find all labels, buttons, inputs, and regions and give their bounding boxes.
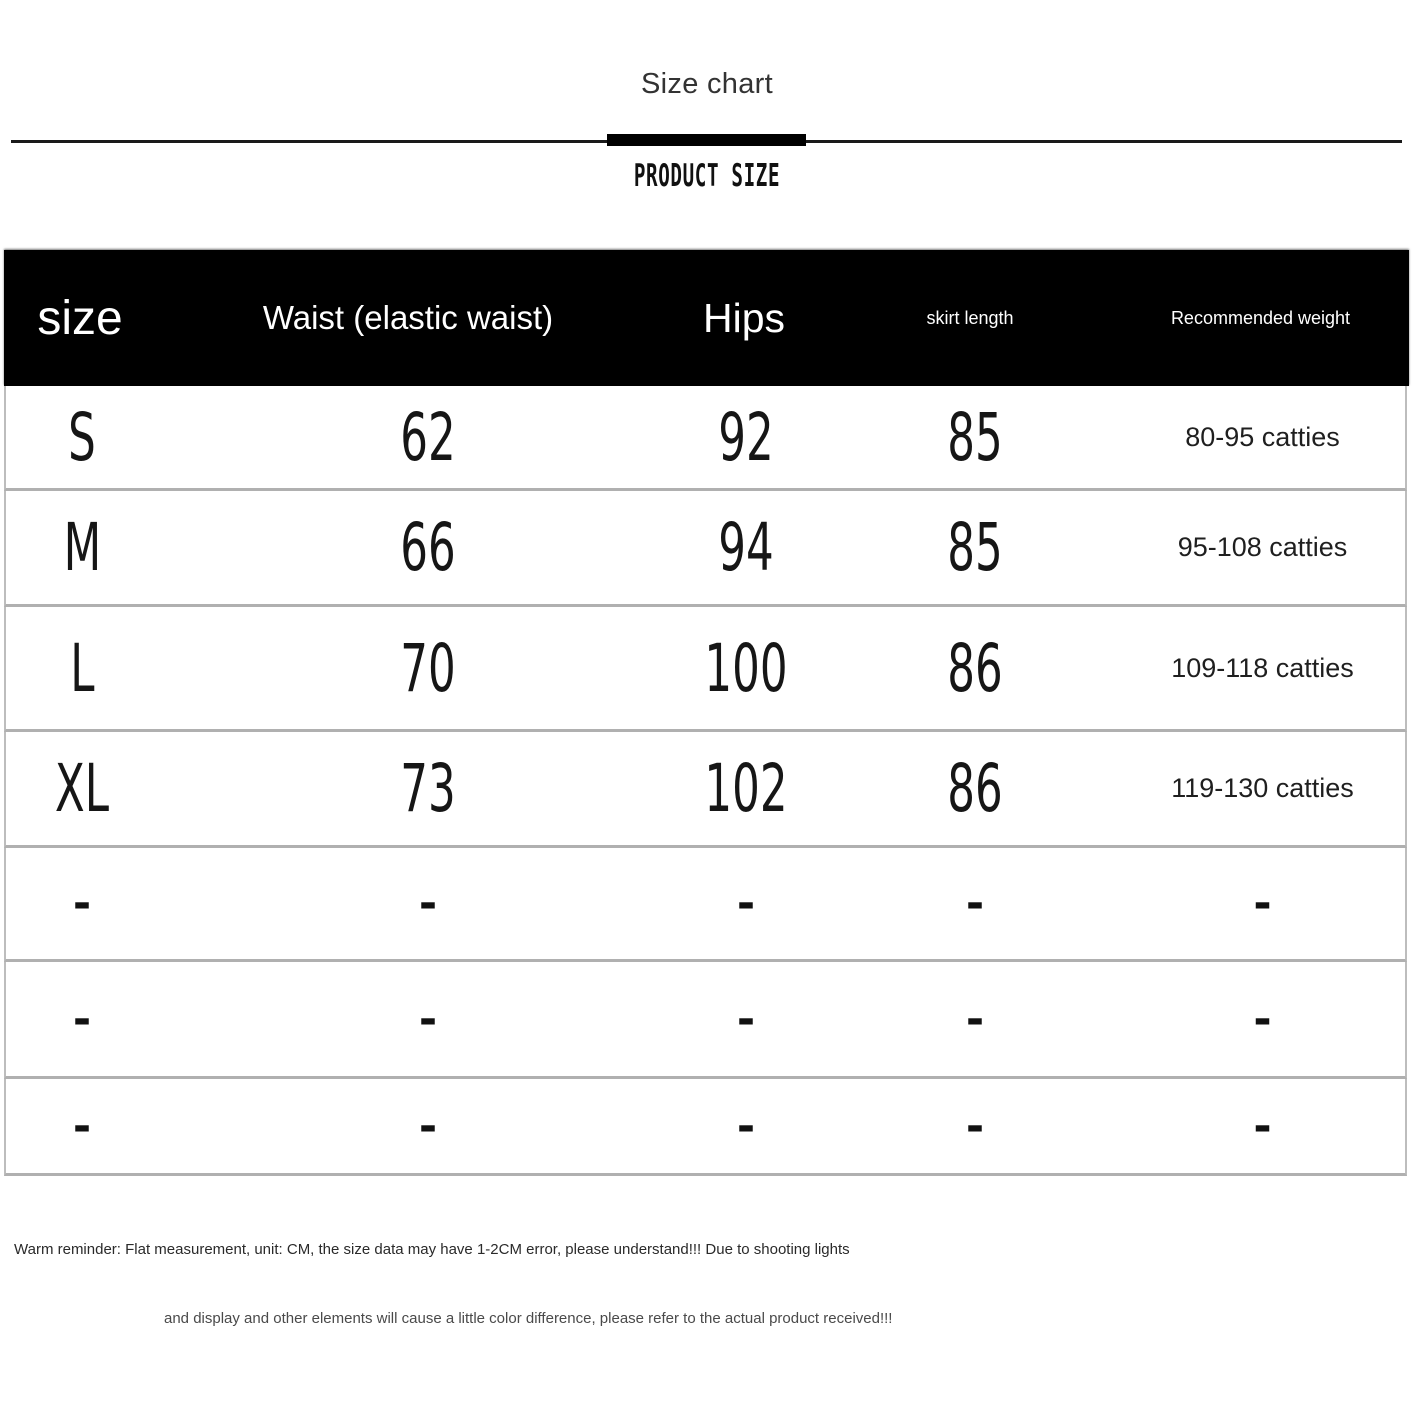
table-row — [4, 386, 1407, 491]
hips-cell: 102 — [704, 750, 788, 827]
size-cell: - — [72, 1100, 92, 1152]
column-header-waist: Waist (elastic waist) — [262, 299, 554, 336]
weight-cell: 109-118 catties — [1171, 652, 1354, 683]
skirt-length-cell: 85 — [947, 509, 1003, 586]
hips-cell: 100 — [704, 629, 788, 707]
hips-cell: - — [736, 1100, 756, 1152]
skirt-length-cell: - — [965, 878, 985, 929]
table-row — [4, 848, 1407, 962]
hips-cell: - — [736, 878, 756, 929]
table-row — [4, 607, 1407, 732]
column-header-recommended-weight: Recommended weight — [1170, 307, 1351, 328]
skirt-length-cell: - — [965, 993, 985, 1045]
weight-cell: 119-130 catties — [1171, 773, 1354, 803]
weight-cell: 80-95 catties — [1185, 421, 1340, 452]
waist-cell: 70 — [400, 629, 456, 707]
warm-reminder-line-1: Warm reminder: Flat measurement, unit: CM, the size data may have 1-2CM error, please understand!!! Due to shooting lights — [14, 1241, 850, 1258]
size-cell: S — [68, 398, 96, 476]
waist-cell: 73 — [400, 750, 456, 827]
waist-cell: - — [418, 1100, 438, 1152]
warm-reminder-line-2: and display and other elements will cause a little color difference, please refer to the actual product received!!! — [164, 1310, 893, 1327]
size-cell: L — [69, 629, 95, 707]
weight-cell: 95-108 catties — [1177, 532, 1348, 562]
waist-cell: 62 — [400, 398, 456, 476]
hips-cell: 94 — [718, 509, 774, 586]
hips-cell: - — [736, 993, 756, 1045]
title-divider-accent — [607, 134, 806, 146]
size-cell: M — [63, 509, 101, 586]
skirt-length-cell: 86 — [947, 629, 1003, 707]
column-header-hips: Hips — [702, 294, 786, 341]
skirt-length-cell: - — [965, 1100, 985, 1152]
table-row — [4, 491, 1407, 607]
size-chart-title: Size chart — [641, 68, 773, 100]
skirt-length-cell: 86 — [947, 750, 1003, 827]
table-row — [4, 732, 1407, 848]
size-cell: - — [72, 878, 92, 929]
weight-cell: - — [1253, 878, 1272, 929]
size-cell: - — [72, 993, 92, 1045]
waist-cell: 66 — [400, 509, 456, 586]
product-size-subtitle: PRODUCT SIZE — [633, 158, 781, 194]
skirt-length-cell: 85 — [947, 398, 1003, 476]
size-cell: XL — [54, 750, 110, 827]
column-header-skirt-length: skirt length — [926, 307, 1014, 328]
table-row — [4, 962, 1407, 1079]
hips-cell: 92 — [718, 398, 774, 476]
size-table — [4, 250, 1409, 1176]
weight-cell: - — [1253, 993, 1272, 1045]
waist-cell: - — [418, 993, 438, 1045]
table-header — [4, 250, 1409, 386]
weight-cell: - — [1253, 1100, 1272, 1152]
column-header-size: size — [37, 291, 123, 345]
table-row — [4, 1079, 1407, 1176]
waist-cell: - — [418, 878, 438, 929]
